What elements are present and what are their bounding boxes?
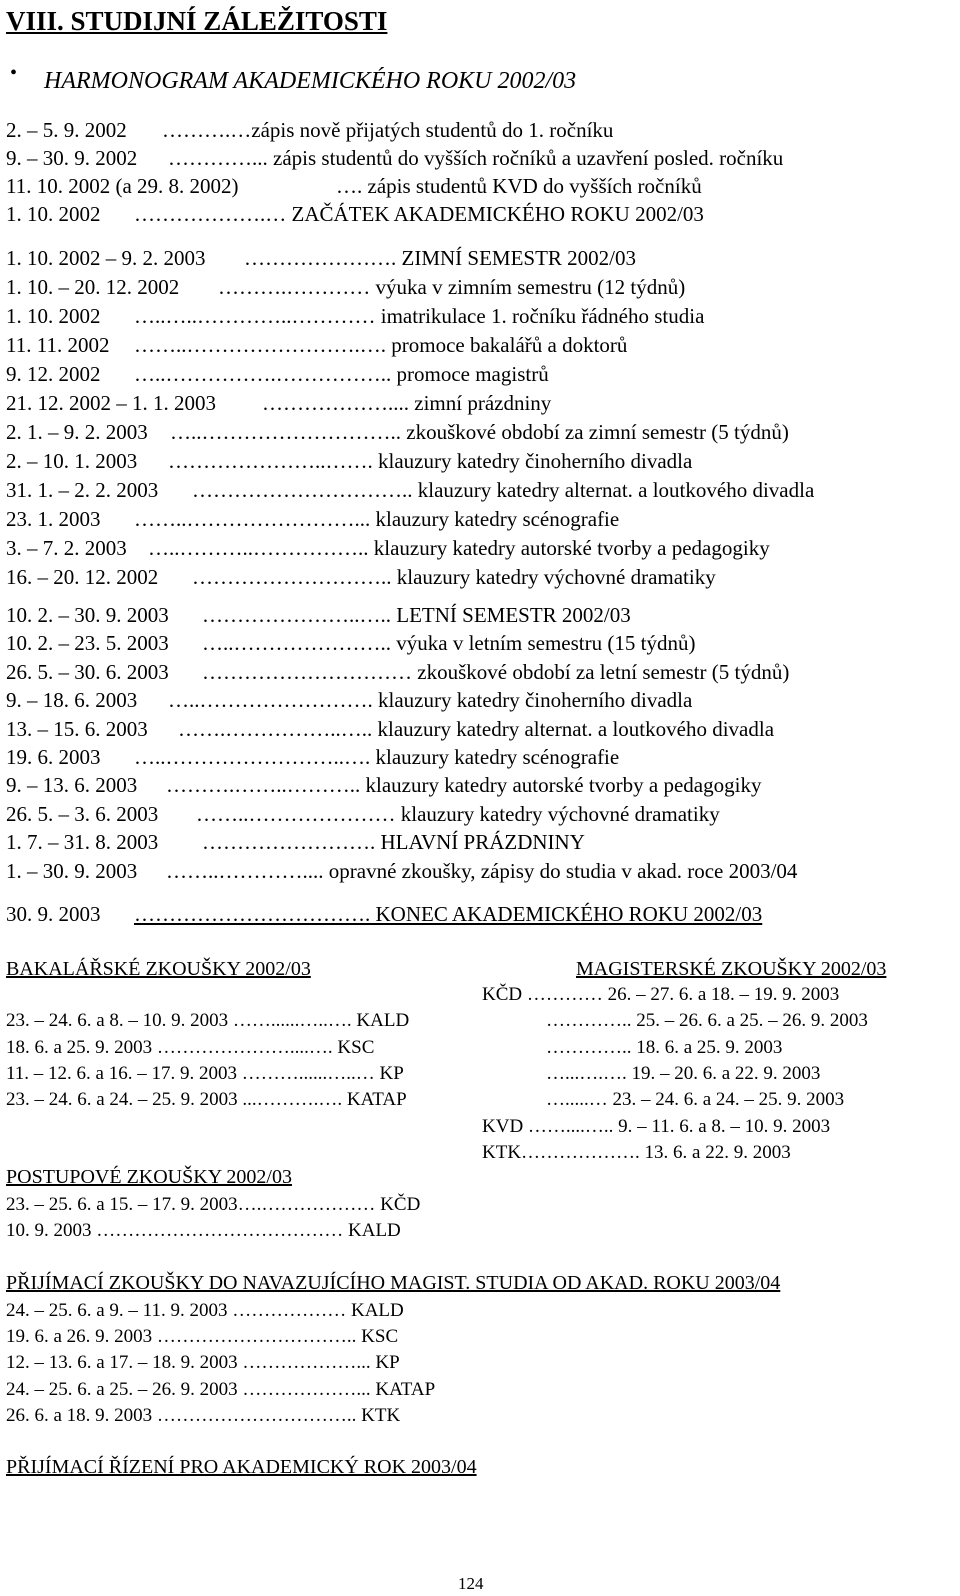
list-item: 26. 6. a 18. 9. 2003 ………………………….. KTK [6, 1404, 401, 1426]
harmonogram-title: HARMONOGRAM AKADEMICKÉHO ROKU 2002/03 [44, 68, 577, 94]
bullet-icon: • [10, 62, 18, 84]
row-dates: 9. – 30. 9. 2002 [6, 146, 138, 170]
row-dates: 13. – 15. 6. 2003 [6, 716, 148, 741]
row-description: ……..………….... opravné zkoušky, zápisy do studia v akad. roce 2003/04 [166, 858, 798, 883]
row-description: ……………….… ZAČÁTEK AKADEMICKÉHO ROKU 2002/03 [134, 202, 704, 226]
row-description: ……………….... zimní prázdniny [262, 391, 552, 415]
bachelor-exam-entry: 11. – 12. 6. a 16. – 17. 9. 2003 ………......…..… KP [6, 1062, 404, 1084]
row-dates: 2. – 10. 1. 2003 [6, 449, 138, 473]
row-dates: 30. 9. 2003 [6, 902, 101, 926]
schedule-row [6, 391, 552, 415]
row-description: ……….………… výuka v zimním semestru (12 týdnů) [218, 275, 686, 299]
schedule-row [6, 449, 693, 473]
row-description: …………………..….. LETNÍ SEMESTR 2002/03 [202, 603, 631, 627]
row-dates: 2. 1. – 9. 2. 2003 [6, 420, 148, 444]
schedule-row [6, 246, 637, 270]
academic-year-end-row [6, 902, 763, 926]
row-description: …..………..…………….. klauzury katedry autorské tvorby a pedagogiky [148, 536, 770, 560]
row-dates: 1. – 30. 9. 2003 [6, 858, 138, 883]
schedule-row [6, 716, 775, 741]
master-exam-entry: ………….. 25. – 26. 6. a 25. – 26. 9. 2003 [546, 1010, 868, 1032]
schedule-row [6, 801, 720, 826]
bachelor-exam-entry: 18. 6. a 25. 9. 2003 …………………....…. KSC [6, 1036, 375, 1058]
row-description: …………... zápis studentů do vyšších ročníků a uzavření posled. ročníku [168, 146, 784, 170]
schedule-row [6, 202, 704, 226]
row-dates: 1. 10. 2002 [6, 304, 101, 328]
row-description: ……..……………………... klauzury katedry scénografie [134, 507, 620, 531]
schedule-row [6, 631, 696, 656]
row-dates: 1. 10. 2002 [6, 202, 101, 226]
row-dates: 26. 5. – 3. 6. 2003 [6, 801, 159, 826]
row-description: …….……………..….. klauzury katedry alternat. a loutkového divadla [178, 716, 775, 741]
row-dates: 19. 6. 2003 [6, 745, 101, 769]
list-item: 10. 9. 2003 ………………………………… KALD [6, 1220, 401, 1241]
schedule-row [6, 362, 549, 386]
bachelor-exams-title: BAKALÁŘSKÉ ZKOUŠKY 2002/03 [6, 958, 311, 980]
schedule-row [6, 659, 790, 684]
schedule-row [6, 146, 784, 170]
master-exam-entry: …...….…. 19. – 20. 6. a 22. 9. 2003 [546, 1062, 821, 1084]
section-title: VIII. STUDIJNÍ ZÁLEŽITOSTI [6, 6, 388, 36]
schedule-row [6, 118, 614, 142]
row-description: …..…………….…………….. promoce magistrů [134, 362, 549, 386]
schedule-row [6, 507, 620, 531]
row-dates: 9. – 18. 6. 2003 [6, 688, 138, 713]
row-description: …………………. ZIMNÍ SEMESTR 2002/03 [244, 246, 637, 270]
row-dates: 9. 12. 2002 [6, 362, 101, 386]
list-item: 23. – 25. 6. a 15. – 17. 9. 2003….……………… KČD [6, 1194, 421, 1215]
schedule-row [6, 858, 798, 883]
row-description: ……….……..……….. klauzury katedry autorské tvorby a pedagogiky [166, 773, 762, 798]
row-description: …..………………….. výuka v letním semestru (15 týdnů) [202, 631, 696, 656]
master-exam-entry: KČD ………… 26. – 27. 6. a 18. – 19. 9. 2003 [482, 984, 840, 1005]
row-dates: 11. 10. 2002 (a 29. 8. 2002) [6, 174, 239, 198]
list-item: 24. – 25. 6. a 25. – 26. 9. 2003 ………………... KATAP [6, 1378, 436, 1400]
schedule-row [6, 478, 815, 502]
row-description: ……..………………… klauzury katedry výchovné dramatiky [196, 801, 720, 826]
list-item: 24. – 25. 6. a 9. – 11. 9. 2003 ……………… KALD [6, 1300, 404, 1321]
row-description: ……………………………. KONEC AKADEMICKÉHO ROKU 2002/03 [134, 902, 763, 926]
schedule-row [6, 333, 628, 357]
admission-follow-up-masters-title: PŘIJÍMACÍ ZKOUŠKY DO NAVAZUJÍCÍHO MAGIST. STUDIA OD AKAD. ROKU 2003/04 [6, 1272, 781, 1294]
row-description: ………………………… zkouškové období za letní semestr (5 týdnů) [202, 659, 790, 684]
schedule-row [6, 565, 716, 589]
bachelor-exam-entry: 23. – 24. 6. a 8. – 10. 9. 2003 ……......…..…. KALD [6, 1010, 410, 1032]
row-description: ………………………….. klauzury katedry alternat. a loutkového divadla [192, 478, 815, 502]
schedule-row [6, 745, 620, 769]
row-description: …..……………………. klauzury katedry činoherního divadla [168, 688, 693, 713]
schedule-row [6, 304, 705, 328]
row-dates: 9. – 13. 6. 2003 [6, 773, 138, 798]
list-item: 19. 6. a 26. 9. 2003 ………………………….. KSC [6, 1326, 399, 1348]
schedule-row [6, 830, 585, 855]
row-dates: 1. 7. – 31. 8. 2003 [6, 830, 159, 855]
row-dates: 1. 10. – 20. 12. 2002 [6, 275, 180, 299]
row-dates: 31. 1. – 2. 2. 2003 [6, 478, 159, 502]
master-exam-entry: ………….. 18. 6. a 25. 9. 2003 [546, 1036, 783, 1058]
row-dates: 16. – 20. 12. 2002 [6, 565, 159, 589]
master-exam-entry: ….....… 23. – 24. 6. a 24. – 25. 9. 2003 [546, 1089, 845, 1111]
row-dates: 3. – 7. 2. 2003 [6, 536, 127, 560]
schedule-row [6, 275, 686, 299]
list-item: 12. – 13. 6. a 17. – 18. 9. 2003 ………………... KP [6, 1352, 400, 1374]
progression-exams-title: POSTUPOVÉ ZKOUŠKY 2002/03 [6, 1166, 292, 1188]
row-description: …..…..…………..………… imatrikulace 1. ročníku řádného studia [134, 304, 705, 328]
row-dates: 10. 2. – 30. 9. 2003 [6, 603, 169, 627]
master-exams-title: MAGISTERSKÉ ZKOUŠKY 2002/03 [576, 958, 887, 980]
row-description: ……..…………………….…. promoce bakalářů a doktorů [134, 333, 628, 357]
page-number: 124 [458, 1574, 484, 1593]
row-dates: 23. 1. 2003 [6, 507, 101, 531]
row-description: …. zápis studentů KVD do vyšších ročníků [336, 174, 702, 198]
row-dates: 2. – 5. 9. 2002 [6, 118, 127, 142]
schedule-row [6, 773, 762, 798]
row-description: …..……………………….. zkouškové období za zimní semestr (5 týdnů) [170, 420, 789, 444]
row-dates: 1. 10. 2002 – 9. 2. 2003 [6, 246, 206, 270]
schedule-row [6, 420, 789, 444]
schedule-row [6, 536, 770, 560]
row-description: ……………………….. klauzury katedry výchovné dramatiky [192, 565, 716, 589]
master-exam-entry: KVD ……....….. 9. – 11. 6. a 8. – 10. 9. 2003 [482, 1115, 831, 1137]
master-exam-entry: KTK………………. 13. 6. a 22. 9. 2003 [482, 1141, 791, 1163]
row-description: ……….…zápis nově přijatých studentů do 1. ročníku [162, 118, 614, 142]
row-description: …..……………………..…. klauzury katedry scénografie [134, 745, 620, 769]
row-dates: 21. 12. 2002 – 1. 1. 2003 [6, 391, 216, 415]
bachelor-exam-entry: 23. – 24. 6. a 24. – 25. 9. 2003 ...……….…. KATAP [6, 1089, 407, 1111]
schedule-row [6, 603, 631, 627]
row-description: …………………..……. klauzury katedry činoherního divadla [168, 449, 693, 473]
row-description: ……………………. HLAVNÍ PRÁZDNINY [202, 830, 585, 855]
row-dates: 10. 2. – 23. 5. 2003 [6, 631, 169, 656]
row-dates: 26. 5. – 30. 6. 2003 [6, 659, 169, 684]
admission-procedure-title: PŘIJÍMACÍ ŘÍZENÍ PRO AKADEMICKÝ ROK 2003/04 [6, 1456, 477, 1478]
row-dates: 11. 11. 2002 [6, 333, 110, 357]
schedule-row [6, 688, 693, 713]
schedule-row [6, 174, 702, 198]
